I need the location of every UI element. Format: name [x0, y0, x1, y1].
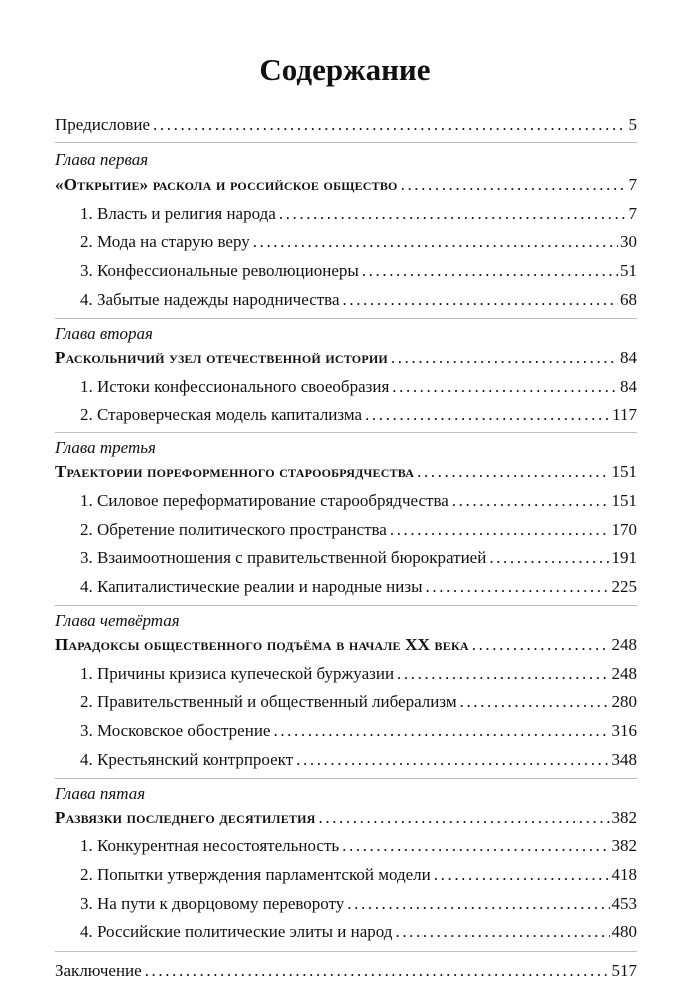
toc-section-entry[interactable]	[80, 747, 637, 773]
dot-leader	[347, 891, 609, 917]
dot-leader	[452, 488, 610, 514]
toc-page-number: 191	[611, 548, 637, 567]
toc-entry-conclusion[interactable]	[55, 958, 637, 984]
toc-entry-label: 3. Взаимоотношения с правительственной бюрократией	[80, 548, 487, 567]
divider	[55, 318, 637, 319]
toc-page-number: 280	[611, 692, 637, 711]
toc-section-entry[interactable]	[80, 517, 637, 543]
dot-leader	[279, 201, 627, 227]
chapter-heading: Глава пятая	[55, 784, 146, 803]
toc-entry-label: 1. Причины кризиса купеческой буржуазии	[80, 664, 395, 683]
toc-page-number: 248	[611, 664, 637, 683]
toc-entry-label: 4. Российские политические элиты и народ	[80, 922, 393, 941]
toc-page-number: 117	[612, 405, 637, 424]
toc-page-number: 225	[611, 577, 637, 596]
divider	[55, 605, 637, 606]
toc-page-number: 382	[611, 836, 637, 855]
dot-leader	[426, 574, 610, 600]
divider	[55, 432, 637, 433]
toc-chapter-title[interactable]	[55, 805, 637, 831]
toc-section-entry[interactable]	[80, 891, 637, 917]
dot-leader	[362, 258, 618, 284]
toc-chapter-title[interactable]	[55, 459, 637, 485]
toc-page-number: 248	[611, 635, 637, 654]
dot-leader	[392, 374, 618, 400]
toc-page-number: 5	[628, 115, 637, 134]
toc-section-entry[interactable]	[80, 833, 637, 859]
toc-entry-label: 3. Московское обострение	[80, 721, 271, 740]
dot-leader	[434, 862, 610, 888]
toc-page-number: 382	[611, 808, 637, 827]
toc-section-entry[interactable]	[80, 661, 637, 687]
toc-section-entry[interactable]	[80, 862, 637, 888]
toc-page-number: 51	[620, 261, 637, 280]
toc-section-entry[interactable]	[80, 201, 637, 227]
toc-page-number: 30	[620, 232, 637, 251]
toc-page-number: 7	[628, 175, 637, 194]
dot-leader	[390, 517, 610, 543]
toc-entry-label: 3. На пути к дворцовому перевороту	[80, 894, 345, 913]
dot-leader	[472, 632, 610, 658]
dot-leader	[401, 172, 627, 198]
dot-leader	[417, 459, 609, 485]
toc-entry-label: «Открытие» раскола и российское общество	[55, 175, 398, 194]
dot-leader	[296, 747, 609, 773]
dot-leader	[397, 661, 609, 687]
dot-leader	[253, 229, 618, 255]
chapter-heading: Глава четвёртая	[55, 611, 180, 630]
toc-page-number: 151	[611, 491, 637, 510]
toc-section-entry[interactable]	[80, 374, 637, 400]
toc-entry-label: Парадоксы общественного подъёма в начале XX века	[55, 635, 469, 654]
toc-page-number: 84	[620, 348, 637, 367]
toc-section-entry[interactable]	[80, 689, 637, 715]
page-title: Содержание	[259, 52, 431, 87]
dot-leader	[460, 689, 610, 715]
toc-page-number: 7	[628, 204, 637, 223]
toc-entry-label: 1. Истоки конфессионального своеобразия	[80, 377, 390, 396]
toc-page-number: 84	[620, 377, 637, 396]
chapter-heading: Глава вторая	[55, 324, 153, 343]
toc-section-entry[interactable]	[80, 229, 637, 255]
chapter-heading: Глава первая	[55, 150, 149, 169]
toc-entry-label: 4. Капиталистические реалии и народные низы	[80, 577, 423, 596]
toc-section-entry[interactable]	[80, 258, 637, 284]
toc-chapter-title[interactable]	[55, 345, 637, 371]
dot-leader	[342, 833, 609, 859]
toc-section-entry[interactable]	[80, 574, 637, 600]
dot-leader	[391, 345, 618, 371]
dot-leader	[343, 287, 618, 313]
dot-leader	[145, 958, 610, 984]
toc-section-entry[interactable]	[80, 402, 637, 428]
toc-page-number: 68	[620, 290, 637, 309]
toc-entry-label: 2. Мода на старую веру	[80, 232, 250, 251]
toc-entry-label: Развязки последнего десятилетия	[55, 808, 316, 827]
toc-entry-label: 2. Правительственный и общественный либерализм	[80, 692, 457, 711]
dot-leader	[319, 805, 610, 831]
toc-entry-label: Заключение	[55, 961, 142, 980]
toc-chapter-title[interactable]	[55, 172, 637, 198]
toc-entry-label: Раскольничий узел отечественной истории	[55, 348, 388, 367]
toc-section-entry[interactable]	[80, 488, 637, 514]
toc-entry-label: 1. Конкурентная несостоятельность	[80, 836, 340, 855]
toc-page-number: 480	[611, 922, 637, 941]
toc-section-entry[interactable]	[80, 718, 637, 744]
toc-page-number: 348	[611, 750, 637, 769]
toc-page-number: 453	[611, 894, 637, 913]
toc-page-number: 151	[611, 462, 637, 481]
toc-entry-label: Предисловие	[55, 115, 151, 134]
dot-leader	[489, 545, 609, 571]
toc-section-entry[interactable]	[80, 919, 637, 945]
toc-entry-label: 3. Конфессиональные революционеры	[80, 261, 359, 280]
toc-entry-label: 4. Крестьянский контрпроект	[80, 750, 294, 769]
divider	[55, 951, 637, 952]
chapter-heading: Глава третья	[55, 438, 156, 457]
toc-section-entry[interactable]	[80, 287, 637, 313]
toc-section-entry[interactable]	[80, 545, 637, 571]
toc-page-number: 316	[611, 721, 637, 740]
divider	[55, 778, 637, 779]
toc-entry-label: 1. Силовое переформатирование старообрядчества	[80, 491, 449, 510]
toc-page-number: 517	[611, 961, 637, 980]
toc-entry-label: 1. Власть и религия народа	[80, 204, 276, 223]
dot-leader	[365, 402, 610, 428]
divider	[55, 142, 637, 143]
dot-leader	[153, 112, 626, 138]
toc-entry-preface[interactable]	[55, 112, 637, 138]
dot-leader	[273, 718, 609, 744]
toc-chapter-title[interactable]	[55, 632, 637, 658]
toc-entry-label: 4. Забытые надежды народничества	[80, 290, 340, 309]
dot-leader	[395, 919, 609, 945]
toc-entry-label: Траектории пореформенного старообрядчества	[55, 462, 415, 481]
toc-entry-label: 2. Обретение политического пространства	[80, 520, 387, 539]
toc-page-number: 418	[611, 865, 637, 884]
toc-page-number: 170	[611, 520, 637, 539]
toc-entry-label: 2. Попытки утверждения парламентской модели	[80, 865, 431, 884]
toc-entry-label: 2. Староверческая модель капитализма	[80, 405, 363, 424]
